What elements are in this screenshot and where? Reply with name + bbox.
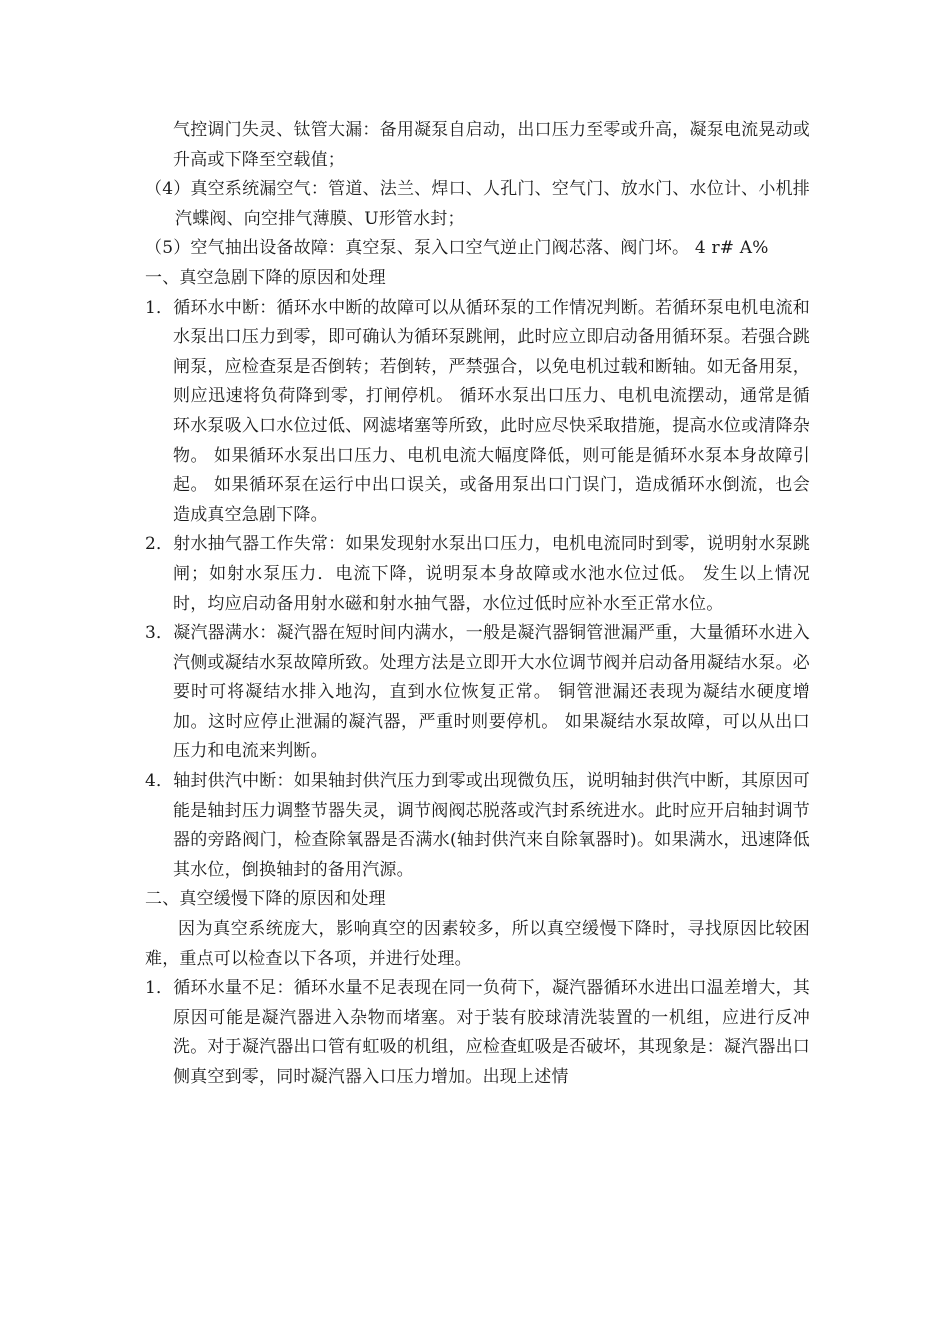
list-item-circulating-water: 1．循环水中断：循环水中断的故障可以从循环泵的工作情况判断。若循环泵电机电流和水泵出口压力到零，即可确认为循环泵跳闸，此时应立即启动备用循环泵。若强合跳闸泵，应检查泵是否倒转；若倒转，严禁强合，以免电机过载和断轴。如无备用泵，则应迅速将负荷降到零，打闸停机。 循环水泵出口压力、电机电流摆动，通常是循环水泵吸入口水位过低、网滤堵塞等所致，此时应尽快采取措施，提高水位或清降杂物。 如果循环水泵出口压力、电机电流大幅度降低，则可能是循环水泵本身故障引起。 如果循环泵在运行中出口误关，或备用泵出口门误门，造成循环水倒流，也会造成真空急剧下降。	[145, 297, 810, 525]
list-item-condenser-full: 3．凝汽器满水：凝汽器在短时间内满水，一般是凝汽器铜管泄漏严重，大量循环水进入汽侧或凝结水泵故障所致。处理方法是立即开大水位调节阀并启动备用凝结水泵。必要时可将凝结水排入地沟，直到水位恢复正常。 铜管泄漏还表现为凝结水硬度增加。这时应停止泄漏的凝汽器，严重时则要停机。 如果凝结水泵故障，可以从出口压力和电流来判断。	[145, 623, 810, 762]
list-item-water-ejector: 2．射水抽气器工作失常：如果发现射水泵出口压力，电机电流同时到零，说明射水泵跳闸；如射水泵压力．电流下降，说明泵本身故障或水池水位过低。 发生以上情况时，均应启动备用射水磁和射水抽气器，水位过低时应补水至正常水位。	[145, 534, 810, 614]
list-item-water-flow: 1．循环水量不足：循环水量不足表现在同一负荷下，凝汽器循环水进出口温差增大，其原因可能是凝汽器进入杂物而堵塞。对于装有胶球清洗装置的一机组，应进行反冲洗。对于凝汽器出口管有虹吸的机组，应检查虹吸是否破坏，其现象是：凝汽器出口侧真空到零，同时凝汽器入口压力增加。出现上述情	[145, 978, 810, 1087]
section-heading-1: 一、真空急剧下降的原因和处理	[145, 267, 386, 288]
paragraph-continuation: 气控调门失灵、钛管大漏：备用凝泵自启动，出口压力至零或升高，凝泵电流晃动或升高或下降至空载值；	[173, 120, 810, 170]
document-body	[145, 116, 810, 1093]
section-heading-2: 二、真空缓慢下降的原因和处理	[145, 889, 386, 910]
paragraph-intro: 因为真空系统庞大，影响真空的因素较多，所以真空缓慢下降时，寻找原因比较困难，重点可以检查以下各项，并进行处理。	[145, 919, 810, 969]
list-item-gland-steam: 4．轴封供汽中断：如果轴封供汽压力到零或出现微负压，说明轴封供汽中断，其原因可能是轴封压力调整节器失灵，调节阀阀芯脱落或汽封系统进水。此时应开启轴封调节器的旁路阀门，检查除氧器是否满水(轴封供汽来自除氧器时)。如果满水，迅速降低其水位，倒换轴封的备用汽源。	[145, 771, 810, 880]
paragraph-sub-item-4: （4）真空系统漏空气：管道、法兰、焊口、人孔门、空气门、放水门、水位计、小机排汽蝶阀、向空排气薄膜、U形管水封；	[145, 179, 810, 229]
paragraph-sub-item-5: （5）空气抽出设备故障：真空泵、泵入口空气逆止门阀芯落、阀门坏。 4 r# A%	[145, 238, 769, 259]
